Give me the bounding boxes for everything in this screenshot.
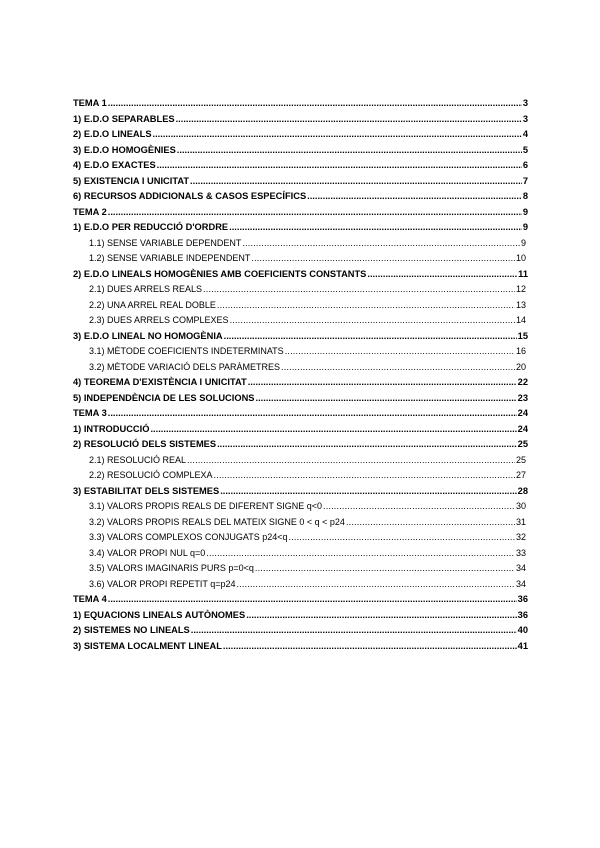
toc-entry-title[interactable]: 3) SISTEMA LOCALMENT LINEAL (73, 640, 222, 651)
toc-entry[interactable] (73, 329, 528, 345)
toc-page-number: 27 (515, 470, 526, 480)
toc-page-number: 9 (522, 206, 528, 217)
dot-leader (242, 236, 520, 252)
toc-entry-title[interactable]: 2.2) RESOLUCIÓ COMPLEXA (89, 470, 213, 480)
toc-entry[interactable] (73, 220, 528, 236)
toc-entry-title[interactable]: 5) EXISTENCIA I UNICITAT (73, 175, 190, 186)
toc-entry[interactable] (73, 127, 528, 143)
toc-page-number: 22 (517, 377, 528, 387)
toc-subentry[interactable] (73, 360, 528, 376)
toc-page-number: 8 (522, 191, 528, 201)
toc-page-number: 9 (522, 222, 528, 232)
toc-entry[interactable] (73, 608, 528, 624)
toc-page-number: 36 (517, 594, 528, 604)
toc-subentry[interactable] (73, 282, 528, 298)
dot-leader (190, 174, 522, 190)
toc-entry[interactable] (73, 592, 528, 608)
dot-leader (224, 329, 517, 345)
dot-leader (367, 267, 517, 283)
dot-leader (108, 205, 522, 221)
dot-leader (108, 96, 522, 112)
toc-subentry[interactable] (73, 530, 528, 546)
dot-leader (251, 251, 515, 267)
toc-page-number: 3 (522, 113, 528, 124)
dot-leader (246, 608, 516, 624)
toc-entry-title[interactable]: 5) INDEPENDÈNCIA DE LES SOLUCIONS (73, 392, 255, 403)
dot-leader (281, 360, 515, 376)
toc-subentry[interactable] (73, 561, 528, 577)
dot-leader (220, 484, 516, 500)
toc-page-number: 28 (517, 485, 528, 496)
dot-leader (214, 468, 515, 484)
toc-page-number: 32 (515, 532, 526, 542)
toc-page-number: 31 (515, 516, 526, 527)
dot-leader (150, 422, 516, 438)
toc-page-number: 10 (515, 253, 526, 263)
toc-entry-title[interactable]: 2) E.D.O LINEALS HOMOGÈNIES AMB COEFICIENTS CONSTANTS (73, 268, 367, 279)
toc-page-number: 40 (517, 625, 528, 635)
toc-entry[interactable] (73, 391, 528, 407)
toc-entry-title[interactable]: 2) RESOLUCIÓ DELS SISTEMES (73, 439, 217, 449)
dot-leader (323, 499, 515, 515)
toc-entry[interactable] (73, 375, 528, 391)
toc-entry-title[interactable]: 1.2) SENSE VARIABLE INDEPENDENT (89, 253, 251, 263)
toc-entry[interactable] (73, 96, 528, 112)
dot-leader (206, 546, 515, 562)
toc-subentry[interactable] (73, 236, 528, 252)
toc-page-number: 13 (515, 299, 526, 310)
toc-entry-title[interactable]: 4) E.D.O EXACTES (73, 160, 156, 170)
toc-entry[interactable] (73, 112, 528, 128)
toc-entry-title[interactable]: 1) E.D.O SEPARABLES (73, 113, 175, 124)
dot-leader (230, 313, 515, 329)
toc-subentry[interactable] (73, 577, 528, 593)
toc-page-number: 6 (522, 160, 528, 170)
toc-subentry[interactable] (73, 468, 528, 484)
toc-entry[interactable] (73, 639, 528, 655)
toc-page-number: 24 (517, 408, 528, 418)
toc-page-number: 25 (515, 454, 526, 465)
toc-entry-title[interactable]: 3) E.D.O LINEAL NO HOMOGÈNIA (73, 330, 223, 341)
toc-entry-title[interactable]: 2.3) DUES ARRELS COMPLEXES (89, 315, 229, 325)
toc-entry-title[interactable]: TEMA 2 (73, 206, 107, 217)
toc-page-number: 15 (517, 330, 528, 341)
dot-leader (108, 592, 517, 608)
toc-entry-title[interactable]: 3.2) VALORS PROPIS REALS DEL MATEIX SIGNE 0 < q < p24 (89, 516, 345, 527)
toc-entry-title[interactable]: 3) E.D.O HOMOGÈNIES (73, 144, 176, 155)
toc-entry[interactable] (73, 406, 528, 422)
toc-entry-title[interactable]: 3.6) VALOR PROPI REPETIT q=p24 (89, 578, 236, 589)
dot-leader (217, 298, 515, 314)
toc-page-number: 41 (517, 640, 528, 651)
toc-entry-title[interactable]: 1) INTRODUCCIÓ (73, 423, 150, 434)
toc-entry-title[interactable]: 2) E.D.O LINEALS (73, 129, 152, 139)
toc-page-number: 30 (515, 501, 526, 511)
toc-page-number: 34 (515, 563, 526, 573)
toc-entry[interactable] (73, 267, 528, 283)
toc-entry[interactable] (73, 422, 528, 438)
dot-leader (217, 437, 517, 453)
toc-entry-title[interactable]: 1) E.D.O PER REDUCCIÓ D'ORDRE (73, 222, 229, 232)
toc-entry-title[interactable]: 3.1) MÈTODE COEFICIENTS INDETERMINATS (89, 346, 284, 356)
toc-entry-title[interactable]: TEMA 3 (73, 408, 107, 418)
dot-leader (157, 158, 522, 174)
toc-page-number: 4 (522, 129, 528, 139)
toc-subentry[interactable] (73, 546, 528, 562)
toc-entry-title[interactable]: 2) SISTEMES NO LINEALS (73, 625, 190, 635)
toc-page-number: 24 (517, 423, 528, 434)
toc-subentry[interactable] (73, 515, 528, 531)
toc-page-number: 5 (522, 144, 528, 155)
toc-entry-title[interactable]: 3) ESTABILITAT DELS SISTEMES (73, 485, 220, 496)
toc-entry-title[interactable]: 3.4) VALOR PROPI NUL q=0 (89, 547, 206, 558)
dot-leader (108, 406, 517, 422)
toc-entry[interactable] (73, 189, 528, 205)
toc-page-number: 34 (515, 578, 526, 589)
dot-leader (346, 515, 515, 531)
toc-entry[interactable] (73, 623, 528, 639)
toc-entry-title[interactable]: 2.1) DUES ARRELS REALS (89, 284, 203, 294)
dot-leader (255, 561, 515, 577)
dot-leader (203, 282, 515, 298)
toc-page-number: 16 (515, 346, 526, 356)
toc-subentry[interactable] (73, 499, 528, 515)
toc-entry-title[interactable]: 1.1) SENSE VARIABLE DEPENDENT (89, 237, 242, 248)
dot-leader (307, 189, 522, 205)
dot-leader (153, 127, 522, 143)
toc-page-number: 23 (517, 392, 528, 403)
dot-leader (285, 344, 515, 360)
toc-entry[interactable] (73, 484, 528, 500)
dot-leader (176, 112, 522, 128)
dot-leader (229, 220, 522, 236)
toc-entry-title[interactable]: TEMA 1 (73, 98, 107, 108)
toc-subentry[interactable] (73, 313, 528, 329)
toc-page-number: 33 (515, 547, 526, 558)
toc-entry[interactable] (73, 437, 528, 453)
toc-page-number: 25 (517, 439, 528, 449)
toc-page-number: 12 (515, 284, 526, 294)
toc-page-number: 14 (515, 315, 526, 325)
toc-entry-title[interactable]: 3.5) VALORS IMAGINARIS PURS p=0<q (89, 563, 254, 573)
dot-leader (223, 639, 517, 655)
toc-subentry[interactable] (73, 344, 528, 360)
toc-subentry[interactable] (73, 453, 528, 469)
dot-leader (191, 623, 517, 639)
toc-entry-title[interactable]: 4) TEOREMA D'EXISTÈNCIA I UNICITAT (73, 377, 247, 387)
dot-leader (236, 577, 515, 593)
toc-entry-title[interactable]: 6) RECURSOS ADDICIONALS & CASOS ESPECÍFICS (73, 191, 307, 201)
toc-entry-title[interactable]: 1) EQUACIONS LINEALS AUTÒNOMES (73, 609, 246, 620)
toc-page-number: 3 (522, 98, 528, 108)
toc-entry-title[interactable]: 3.1) VALORS PROPIS REALS DE DIFERENT SIGNE q<0 (89, 501, 322, 511)
toc-entry[interactable] (73, 174, 528, 190)
toc-page-number: 11 (518, 268, 528, 279)
toc-entry-title[interactable]: 2.1) RESOLUCIÓ REAL (89, 454, 187, 465)
toc-page-number: 20 (515, 361, 526, 372)
toc-entry[interactable] (73, 158, 528, 174)
toc-page-number: 9 (520, 237, 526, 248)
toc-entry-title[interactable]: TEMA 4 (73, 594, 107, 604)
dot-leader (187, 453, 515, 469)
toc-entry-title[interactable]: 3.2) MÈTODE VARIACIÓ DELS PARÀMETRES (89, 361, 281, 372)
dot-leader (255, 391, 516, 407)
table-of-contents (73, 96, 528, 654)
toc-subentry[interactable] (73, 251, 528, 267)
toc-entry-title[interactable]: 3.3) VALORS COMPLEXOS CONJUGATS p24<q (89, 532, 288, 542)
toc-page-number: 7 (522, 175, 528, 186)
dot-leader (177, 143, 522, 159)
toc-entry[interactable] (73, 143, 528, 159)
dot-leader (288, 530, 515, 546)
toc-entry[interactable] (73, 205, 528, 221)
toc-entry-title[interactable]: 2.2) UNA ARREL REAL DOBLE (89, 299, 216, 310)
toc-page-number: 36 (517, 609, 528, 620)
dot-leader (248, 375, 517, 391)
toc-subentry[interactable] (73, 298, 528, 314)
